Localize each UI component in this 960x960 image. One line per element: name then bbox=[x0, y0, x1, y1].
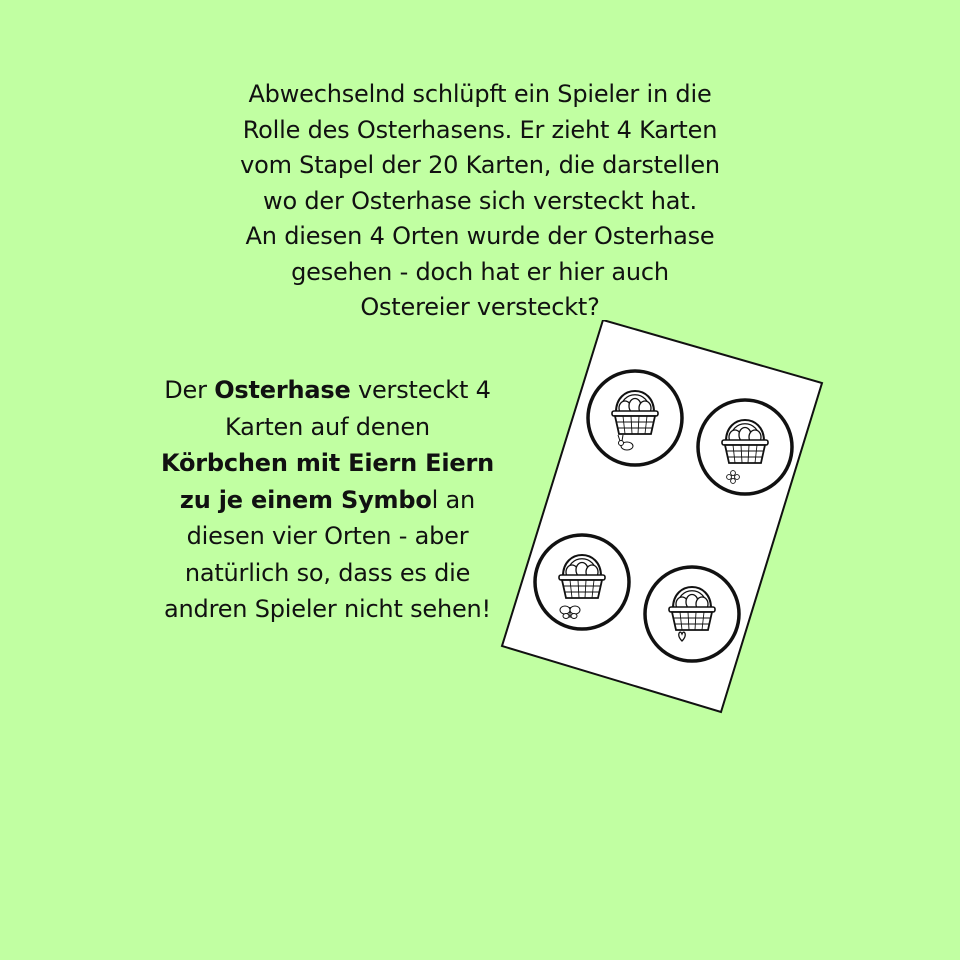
rules-bold-baskets: Körbchen mit Eiern Eiern zu je einem Symbo bbox=[161, 449, 494, 514]
card-badge-heart bbox=[645, 567, 739, 661]
card-badge-rabbit bbox=[588, 371, 682, 465]
butterfly-icon bbox=[560, 606, 580, 619]
rules-paragraph bbox=[160, 372, 495, 628]
rules-text-1: Der bbox=[164, 376, 215, 404]
card-badge-flower bbox=[698, 400, 792, 494]
intro-paragraph: Abwechselnd schlüpft ein Spieler in die Rolle des Osterhasens. Er zieht 4 Karten vom Stapel der 20 Karten, die darstellen wo der Osterhase sich versteckt hat. An diesen 4 Orten wurde der Osterhase gesehen - doch hat er hier auch Ostereier versteckt? bbox=[240, 80, 720, 321]
card-illustration bbox=[500, 320, 825, 715]
rules-text-2: versteckt 4 Karten auf denen bbox=[225, 376, 491, 441]
rules-text-3: l an diesen vier Orten - aber natürlich so, dass es die andren Spieler nicht sehen! bbox=[164, 485, 491, 623]
card-badge-butterfly bbox=[535, 535, 629, 629]
card-svg bbox=[500, 320, 825, 715]
rules-bold-osterhase: Osterhase bbox=[214, 376, 351, 404]
